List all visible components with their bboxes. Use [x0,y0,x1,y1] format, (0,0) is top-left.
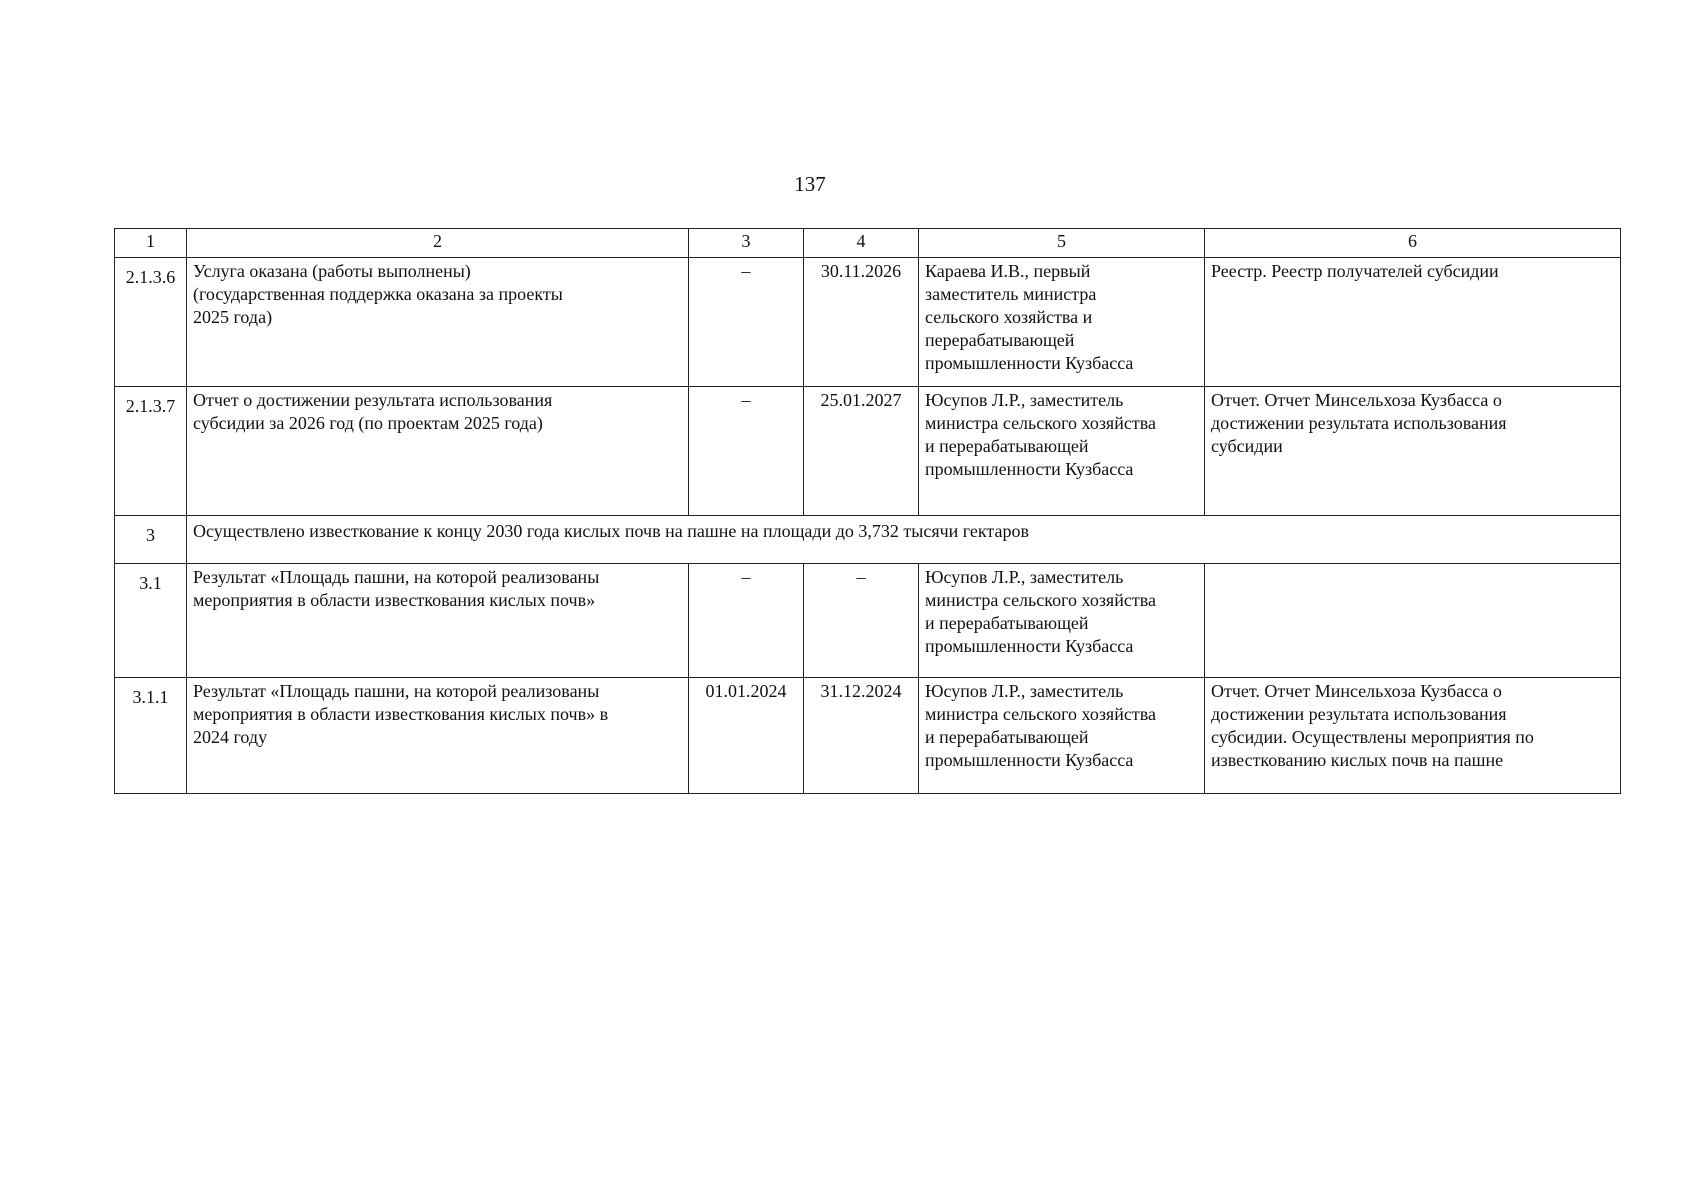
row-number: 3.1 [115,564,187,678]
row-responsible: Юсупов Л.Р., заместитель министра сельского хозяйства и перерабатывающей промышленности Кузбасса [919,564,1205,678]
table-row [115,258,1621,387]
row-number: 2.1.3.7 [115,387,187,516]
column-header: 3 [689,229,804,258]
row-document: Реестр. Реестр получателей субсидии [1205,258,1621,387]
row-number: 3 [115,516,187,564]
row-document [1205,564,1621,678]
row-start-date: – [689,564,804,678]
column-header: 5 [919,229,1205,258]
table-header-row [115,229,1621,258]
row-end-date: – [804,564,919,678]
column-header: 1 [115,229,187,258]
page-number: 137 [794,172,826,196]
row-name: Услуга оказана (работы выполнены) (государственная поддержка оказана за проекты 2025 года) [187,258,689,387]
table-row [115,564,1621,678]
row-responsible: Караева И.В., первый заместитель министра сельского хозяйства и перерабатывающей промышленности Кузбасса [919,258,1205,387]
row-end-date: 31.12.2024 [804,678,919,794]
table-row [115,678,1621,794]
column-header: 4 [804,229,919,258]
row-number: 2.1.3.6 [115,258,187,387]
row-document: Отчет. Отчет Минсельхоза Кузбасса о достижении результата использования субсидии. Осуществлены мероприятия по известкованию кислых почв на пашне [1205,678,1621,794]
row-document: Отчет. Отчет Минсельхоза Кузбасса о достижении результата использования субсидии [1205,387,1621,516]
table-row [115,516,1621,564]
row-responsible: Юсупов Л.Р., заместитель министра сельского хозяйства и перерабатывающей промышленности Кузбасса [919,387,1205,516]
row-end-date: 25.01.2027 [804,387,919,516]
plan-table [114,228,1621,794]
row-start-date: – [689,387,804,516]
row-name: Результат «Площадь пашни, на которой реализованы мероприятия в области известкования кислых почв» в 2024 году [187,678,689,794]
column-header: 6 [1205,229,1621,258]
row-name: Отчет о достижении результата использования субсидии за 2026 год (по проектам 2025 года) [187,387,689,516]
table-row [115,387,1621,516]
row-number: 3.1.1 [115,678,187,794]
section-title: Осуществлено известкование к концу 2030 года кислых почв на пашне на площади до 3,732 тысячи гектаров [187,516,1621,564]
column-header: 2 [187,229,689,258]
row-name: Результат «Площадь пашни, на которой реализованы мероприятия в области известкования кислых почв» [187,564,689,678]
row-responsible: Юсупов Л.Р., заместитель министра сельского хозяйства и перерабатывающей промышленности Кузбасса [919,678,1205,794]
row-start-date: 01.01.2024 [689,678,804,794]
row-start-date: – [689,258,804,387]
row-end-date: 30.11.2026 [804,258,919,387]
